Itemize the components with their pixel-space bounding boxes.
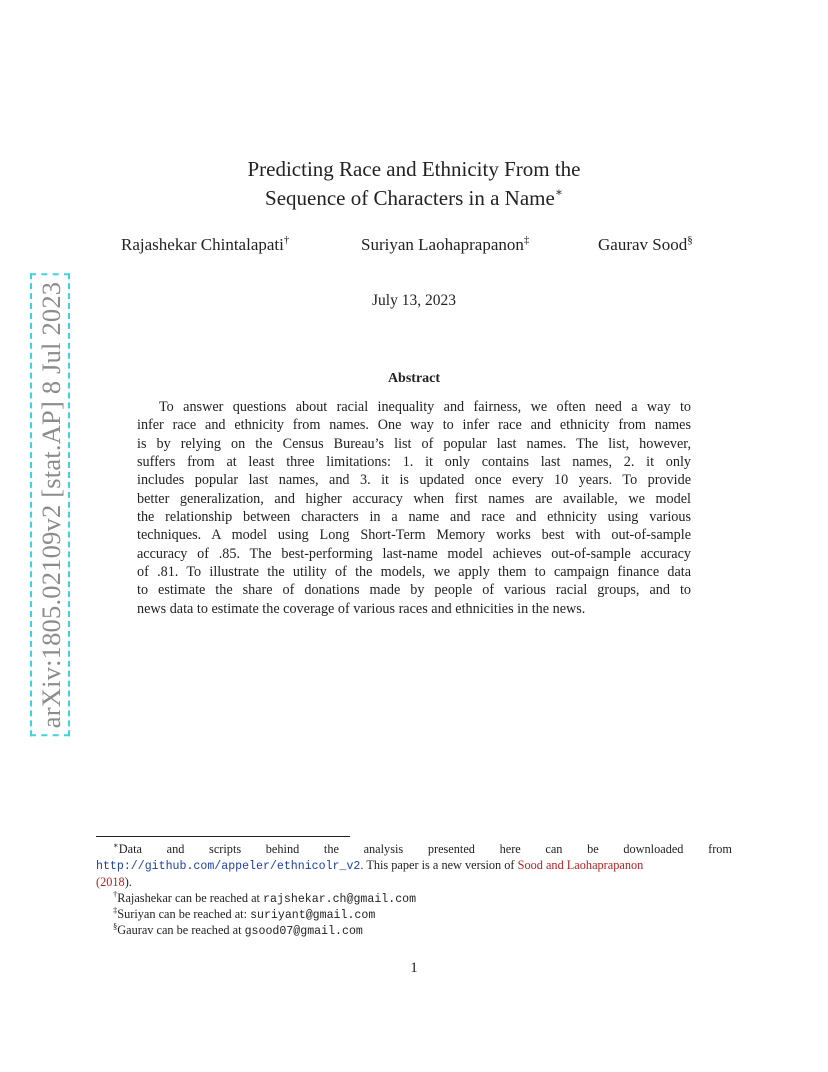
footnote-mark: ‡	[113, 905, 118, 916]
footnote-mark: §	[113, 921, 118, 932]
footnote-2	[96, 890, 732, 906]
footnote-1-mid-text: . This paper is a new version of	[360, 858, 518, 873]
author-3	[598, 235, 693, 255]
author-footnote-mark: †	[283, 234, 290, 246]
abstract-line: includes popular last names, and 3. it is updated once every 10 years. To provide	[137, 472, 691, 489]
author-name: Gaurav Sood	[598, 235, 688, 254]
paper-date: July 13, 2023	[372, 292, 456, 309]
abstract-line: accuracy of .85. The best-performing last-name model achieves out-of-sample accuracy	[137, 545, 691, 562]
author-footnote-mark: ‡	[523, 234, 530, 246]
title-footnote-mark: ∗	[554, 185, 563, 199]
abstract-line: is by relying on the Census Bureau’s list of popular last names. The list, however,	[137, 435, 691, 452]
citation-open-paren: (	[96, 874, 101, 889]
github-link[interactable]: http://github.com/appeler/ethnicolr_v2	[96, 860, 361, 874]
abstract-line: suffers from at least three limitations: 1. it only contains last names, 2. it only	[137, 454, 691, 471]
author-name: Rajashekar Chintalapati	[121, 235, 284, 254]
footnote-1-line-2	[96, 857, 732, 873]
footnote-mark: †	[113, 888, 118, 899]
abstract-body	[137, 398, 691, 618]
footnote-3-text: Suriyan can be reached at:	[117, 907, 251, 922]
abstract-line: To answer questions about racial inequality and fairness, we often need a way to	[159, 399, 691, 415]
author-footnote-mark: §	[687, 234, 693, 246]
title-line-1: Predicting Race and Ethnicity From the	[247, 157, 581, 181]
abstract-line: the relationship between characters in a name and race and ethnicity using various	[137, 509, 691, 526]
footnote-1-close: ).	[124, 874, 132, 889]
abstract-line: techniques. A model using Long Short-Term Memory works best with out-of-sample	[137, 527, 691, 544]
footnote-4	[96, 922, 732, 938]
abstract-line: infer race and ethnicity from names. One way to infer race and ethnicity from names	[137, 417, 691, 434]
abstract-line: of .81. To illustrate the utility of the models, we apply them to campaign finance data	[137, 564, 691, 581]
footnote-4-text: Gaurav can be reached at	[117, 923, 245, 938]
author-2	[361, 235, 529, 255]
citation-link[interactable]: Sood and Laohaprapanon	[517, 858, 644, 873]
arxiv-stamp: arXiv:1805.02109v2 [stat.AP] 8 Jul 2023	[30, 274, 70, 737]
footnote-2-text: Rajashekar can be reached at	[117, 890, 264, 905]
abstract-line: to estimate the share of donations made by people of various racial groups, and to	[137, 582, 691, 599]
footnotes	[96, 841, 732, 939]
abstract-heading: Abstract	[387, 371, 441, 386]
footnote-1-line-3	[96, 874, 732, 890]
citation-year-link[interactable]: 2018	[100, 874, 125, 889]
footnote-rule	[96, 836, 350, 837]
abstract-line: better generalization, and higher accuracy when first names are available, we model	[137, 490, 691, 507]
page-number: 1	[410, 960, 418, 976]
abstract-line: news data to estimate the coverage of various races and ethnicities in the news.	[137, 600, 586, 617]
paper-title	[0, 155, 828, 213]
email-suriyan: suriyant@gmail.com	[250, 909, 376, 923]
footnote-1-line-1	[96, 841, 732, 857]
footnote-mark: ∗	[113, 840, 119, 850]
author-1	[121, 235, 289, 255]
title-line-2	[0, 184, 828, 213]
email-gaurav: gsood07@gmail.com	[244, 925, 363, 939]
footnote-1-text: Data and scripts behind the analysis presented here can be downloaded from	[118, 842, 732, 856]
author-name: Suriyan Laohaprapanon	[361, 235, 524, 254]
title-line-2-text: Sequence of Characters in a Name	[265, 186, 555, 210]
email-rajashekar: rajshekar.ch@gmail.com	[263, 892, 417, 906]
footnote-3	[96, 906, 732, 922]
